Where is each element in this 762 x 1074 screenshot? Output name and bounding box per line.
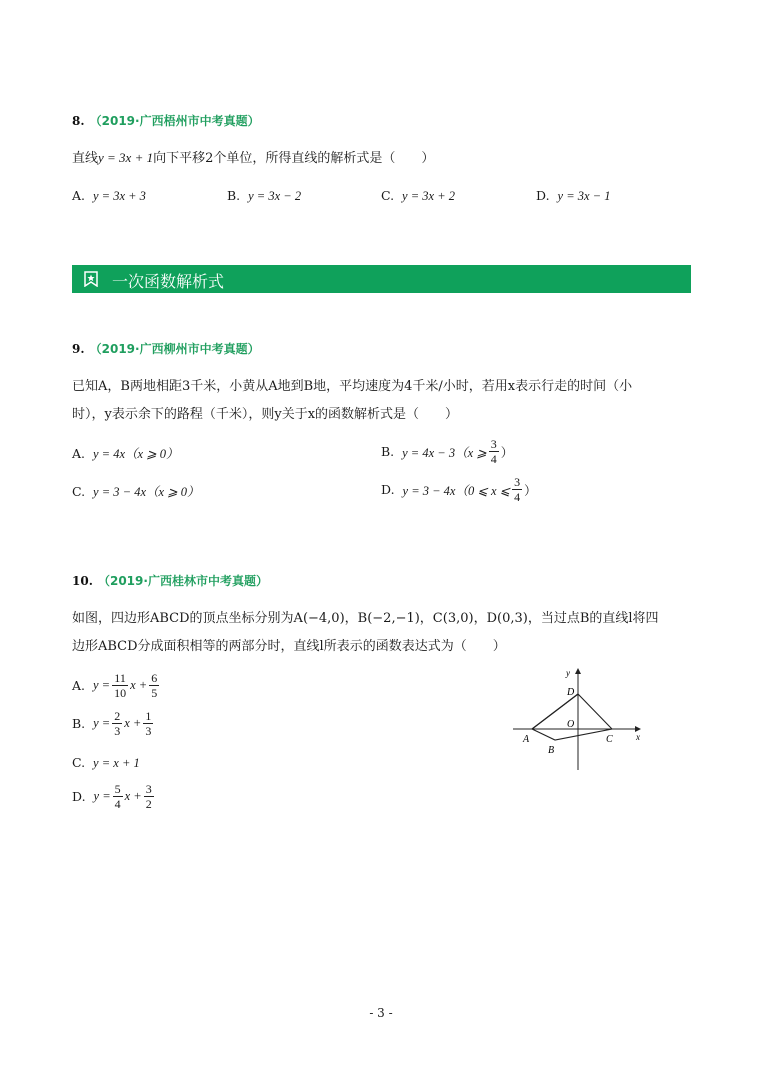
option-label: D. — [536, 188, 550, 203]
q10-option-d[interactable]: D. y = $\frac{5}{4}$ x + $\frac{3}{2}$ — [72, 782, 152, 811]
point-a-label: A — [523, 734, 530, 745]
fraction: $\frac{3}{4}$ — [514, 475, 521, 504]
option-label: C. — [381, 188, 395, 203]
section-title: 一次函数解析式 — [112, 272, 225, 291]
option-text: y = 3x + 2 — [402, 189, 456, 203]
quadrilateral-figure — [505, 662, 650, 774]
q10-stem-line1: 如图，四边形ABCD的顶点坐标分别为A(−4,0)，B(−2,−1)，C(3,0)，D(0,3)，当过点B的直线l将四 — [72, 611, 659, 626]
option-label: C. — [72, 755, 86, 770]
option-text: y = 4x（x ⩾ 0） — [92, 447, 179, 461]
fraction: $\frac{6}{5}$ — [151, 671, 158, 700]
fraction: $\frac{5}{4}$ — [114, 782, 121, 811]
q9-option-d[interactable]: D. y = 3 − 4x（0 ⩽ x ⩽ $\frac{3}{4}$ ） — [381, 475, 537, 504]
option-text: y = 3x + 3 — [92, 189, 146, 203]
x-axis-label: x — [636, 732, 640, 742]
option-text: y = 4x − 3（x ⩾ — [402, 445, 487, 460]
q8-option-d[interactable] — [536, 188, 610, 204]
option-label: C. — [72, 484, 86, 499]
point-c-label: C — [606, 734, 613, 745]
q8-option-c[interactable] — [381, 188, 455, 204]
q10-header — [72, 570, 268, 589]
fraction: $\frac{3}{2}$ — [145, 782, 152, 811]
q9-header — [72, 338, 260, 357]
fraction: $\frac{3}{4}$ — [490, 437, 497, 466]
q10-option-c[interactable] — [72, 755, 140, 771]
option-label: A. — [72, 188, 86, 203]
option-label: A. — [72, 446, 86, 461]
question-number: 8. — [72, 114, 85, 128]
question-number: 10. — [72, 574, 93, 588]
option-label: D. — [72, 789, 86, 804]
stem-text: 直线 — [72, 151, 99, 166]
option-text: y = 3x − 1 — [557, 189, 611, 203]
y-axis-label: y — [566, 668, 570, 678]
page-number: - 3 - — [369, 1006, 393, 1020]
bookmark-star-icon — [84, 271, 98, 287]
q9-option-c[interactable] — [72, 482, 200, 500]
q10-option-a[interactable]: A. y = $\frac{11}{10}$ x + $\frac{6}{5}$ — [72, 671, 158, 700]
stem-text: 向下平移2个单位，所得直线的解析式是（ ） — [153, 151, 435, 166]
option-text: y = 3 − 4x（0 ⩽ x ⩽ — [402, 483, 511, 498]
y-axis-arrow — [575, 668, 581, 674]
option-label: D. — [381, 482, 395, 497]
option-text: y = x + 1 — [93, 756, 140, 770]
q9-stem-line1: 已知A，B两地相距3千米，小黄从A地到B地，平均速度为4千米/小时，若用x表示行走的时间（小 — [72, 379, 633, 394]
quadrilateral-abcd — [532, 694, 612, 740]
question-source: （2019·广西柳州市中考真题） — [89, 342, 260, 356]
option-label: B. — [381, 444, 395, 459]
q8-option-a[interactable] — [72, 188, 146, 204]
q9-stem-line2: 时），y表示余下的路程（千米），则y关于x的函数解析式是（ ） — [72, 407, 459, 422]
option-label: B. — [72, 716, 86, 731]
q9-option-b[interactable]: B. y = 4x − 3（x ⩾ $\frac{3}{4}$ ） — [381, 437, 514, 466]
option-label: B. — [227, 188, 241, 203]
option-text: y = 3x − 2 — [248, 189, 302, 203]
q8-stem — [72, 147, 434, 166]
q9-option-a[interactable] — [72, 444, 179, 462]
point-b-label: B — [548, 745, 555, 756]
question-source: （2019·广西桂林市中考真题） — [97, 574, 268, 588]
q10-option-b[interactable]: B. y = $\frac{2}{3}$ x + $\frac{1}{3}$ — [72, 709, 152, 738]
origin-label: O — [567, 719, 575, 730]
option-label: A. — [72, 678, 86, 693]
fraction: $\frac{11}{10}$ — [114, 671, 127, 700]
option-text: y = 3 − 4x（x ⩾ 0） — [93, 485, 200, 499]
fraction: $\frac{2}{3}$ — [114, 709, 121, 738]
stem-expression: y = 3x + 1 — [98, 150, 154, 165]
fraction: $\frac{1}{3}$ — [145, 709, 152, 738]
point-d-label: D — [567, 687, 575, 698]
section-banner — [72, 265, 691, 293]
question-number: 9. — [72, 342, 85, 356]
q8-header — [72, 110, 260, 129]
q10-stem-line2: 边形ABCD分成面积相等的两部分时，直线l所表示的函数表达式为（ ） — [72, 639, 506, 654]
question-source: （2019·广西梧州市中考真题） — [89, 114, 260, 128]
q8-option-b[interactable] — [227, 188, 301, 204]
